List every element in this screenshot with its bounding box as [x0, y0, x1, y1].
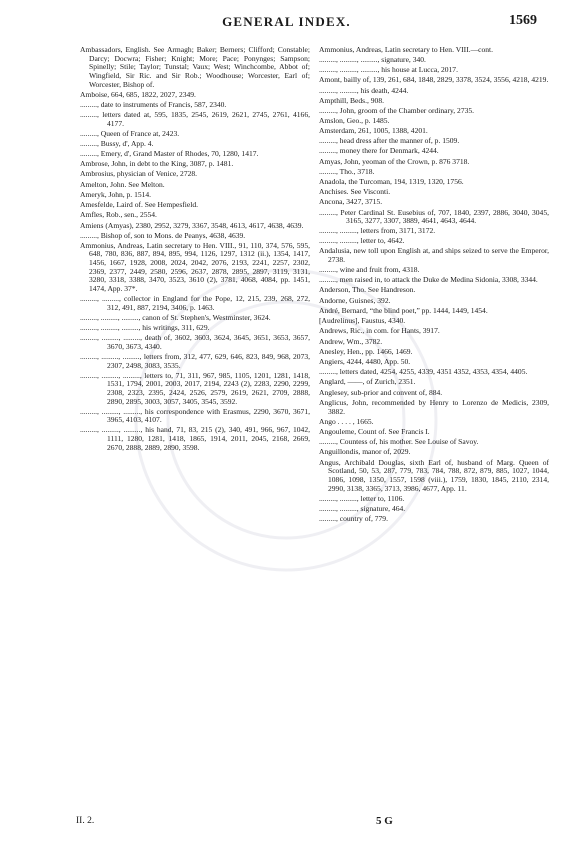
index-entry: ........., letters dated, 4254, 4255, 4339, 4351 4352, 4353, 4354, 4405.	[319, 367, 528, 377]
index-column-left	[80, 46, 310, 454]
index-entry: ........., ........., letter to, 1106.	[319, 493, 405, 503]
index-entry: ........., Tho., 3718.	[319, 166, 375, 176]
index-entry: Anglesey, sub-prior and convent of, 884.	[319, 387, 443, 397]
index-entry: ........., Countess of, his mother. See Louise of Savoy.	[319, 437, 479, 447]
index-entry: Ameryk, John, p. 1514.	[80, 189, 152, 199]
index-entry: Ango . . . . , 1665.	[319, 416, 374, 426]
index-entry: ........., men raised in, to attack the Duke de Medina Sidonia, 3308, 3344.	[319, 275, 538, 285]
index-entry: ........., ........., his death, 4244.	[319, 85, 409, 95]
index-entry: Amsterdam, 261, 1005, 1388, 4201.	[319, 126, 428, 136]
index-entry: Amyas, John, yeoman of the Crown, p. 876 3718.	[319, 156, 470, 166]
index-entry: ........., date to instruments of Francis, 587, 2340.	[80, 100, 227, 110]
index-entry: ........., ........., ........., his house at Lucca, 2017.	[319, 65, 458, 75]
page-number: 1569	[509, 13, 537, 28]
index-entry: ........., ........., letters from, 3171, 3172.	[319, 226, 436, 236]
index-entry: Amesfelde, Laird of. See Hempesfield.	[80, 200, 198, 210]
index-entry: ........., ........., ........., letters from, 312, 477, 629, 646, 823, 849, 968, 2073, 2307, 2498, 3083, 3535.	[80, 351, 310, 370]
index-column-right	[319, 46, 549, 525]
page-footer	[76, 816, 536, 830]
index-entry: ........., ........., ........., letters to, 71, 311, 967, 985, 1105, 1201, 1281, 1418, 1531, 1794, 2001, 2003, 2017, 2194, 2243 (2), 2283, 2290, 2299, 2308, 2323, 2395, 2424, 2526, 2579, 2619, 2621, 2709, 2888, 2890, 2895, 3003, 3057, 3405, 3545, 3592.	[80, 370, 310, 406]
index-entry: Ampthill, Beds., 908.	[319, 95, 384, 105]
signature-mark-right: 5 G	[376, 815, 393, 827]
index-entry: Amboise, 664, 685, 1822, 2027, 2349.	[80, 89, 196, 99]
index-entry: Amslon, Geo., p. 1485.	[319, 115, 390, 125]
index-entry: [Audrelinus], Faustus, 4340.	[319, 316, 406, 326]
index-entry: Anchises. See Visconti.	[319, 187, 391, 197]
index-entry: Anesley, Hen., pp. 1466, 1469.	[319, 346, 413, 356]
index-entry: ........., John, groom of the Chamber ordinary, 2735.	[319, 105, 475, 115]
index-entry: Andorne, Guisnes, 392.	[319, 295, 391, 305]
index-entry: Ancona, 3427, 3715.	[319, 197, 383, 207]
index-entry: Andrews, Ric., in com. for Hants, 3917.	[319, 326, 440, 336]
index-entry: ........., ........., letter to, 4642.	[319, 236, 405, 246]
index-entry: Amelton, John. See Melton.	[80, 179, 165, 189]
index-entry: Angouleme, Count of. See Francis I.	[319, 427, 430, 437]
index-entry: Ammonius, Andreas, Latin secretary to Hen. VIII., 91, 110, 374, 576, 595, 648, 780, 836, 887, 894, 895, 994, 1126, 1297, 1312 (ii.), 1354, 1417, 1456, 1667, 1928, 2008, 2024, 2042, 2076, 2193, 2241, 2257, 2302, 2369, 2377, 2449, 2580, 2596, 2637, 2878, 2895, 2897, 3119, 3131, 3280, 3318, 3388, 3470, 3523, 3610 (2), 3781, 4068, 4084, pp. 1451, 1474, App. 37*.	[80, 240, 310, 294]
index-entry: Angus, Archibald Douglas, sixth Earl of, husband of Marg. Queen of Scotland, 50, 53, 287, 779, 783, 784, 788, 872, 879, 885, 1027, 1044, 1086, 1098, 1350, 1557, 1598 (viii.), 1759, 1830, 1845, 2110, 2314, 2990, 3138, 3365, 3713, 3986, 4677, App. 11.	[319, 457, 549, 493]
index-entry: ........., ........., ........., his writings, 311, 629.	[80, 323, 210, 333]
index-entry: ........., country of, 779.	[319, 513, 388, 523]
index-entry: ........., ........., ........., his correspondence with Erasmus, 2290, 3670, 3671, 3965, 4103, 4107.	[80, 406, 310, 425]
index-entry: ........., Bussy, d', App. 4.	[80, 138, 154, 148]
index-entry: ........., Bishop of, son to Mons. de Peanys, 4638, 4639.	[80, 230, 246, 240]
index-entry: ........., head dress after the manner of, p. 1509.	[319, 136, 460, 146]
index-entry: Andalusia, new toll upon English at, and ships seized to serve the Emperor, 2738.	[319, 246, 549, 265]
index-entry: André, Bernard, “the blind poet,” pp. 1444, 1449, 1454.	[319, 305, 488, 315]
index-entry: Ambrosius, physician of Venice, 2728.	[80, 169, 198, 179]
index-entry: Angiers, 4244, 4480, App. 50.	[319, 357, 411, 367]
index-entry: ........., Queen of France at, 2423.	[80, 128, 180, 138]
index-entry: Amont, bailly of, 139, 261, 684, 1848, 2829, 3378, 3524, 3556, 4218, 4219.	[319, 75, 549, 85]
index-entry: Andrew, Wm., 3782.	[319, 336, 383, 346]
index-entry: Ammonius, Andreas, Latin secretary to Hen. VIII.—cont.	[319, 45, 494, 54]
index-entry: Anglicus, John, recommended by Henry to Lorenzo de Medicis, 2309, 3882.	[319, 397, 549, 416]
index-entry: ........., wine and fruit from, 4318.	[319, 265, 420, 275]
index-entry: ........., ........., ........., signature, 340.	[319, 55, 426, 65]
index-entry: Anadola, the Turcoman, 194, 1319, 1320, 1756.	[319, 176, 464, 186]
index-entry: ........., letters dated at, 595, 1835, 2545, 2619, 2621, 2745, 2761, 4166, 4177.	[80, 110, 310, 128]
running-head	[36, 14, 537, 32]
page-title: GENERAL INDEX.	[222, 14, 351, 29]
index-entry: Ambassadors, English. See Armagh; Baker; Berners; Clifford; Constable; Darcy; Docwra; Fisher; Knight; More; Pace; Ponynges; Sampson; Spinelly; Stile; Taylor; Tunstal; Vaux; West; Winchcombe, Abbot of; Wingfield, Sir Ric. and Sir Rob.; Woodhouse; Worcester, Earl of; Worcester, Bishop of.	[80, 45, 310, 89]
index-entry: ........., ........., signature, 464.	[319, 503, 406, 513]
index-entry: ........., ........., collector in England for the Pope, 12, 215, 239, 268, 272, 312, 491, 887, 2194, 3406, p. 1463.	[80, 294, 310, 312]
index-entry: Anderson, Tho. See Handreson.	[319, 285, 416, 295]
index-entry: ........., ........., ........., death of, 3602, 3603, 3624, 3645, 3651, 3653, 3657, 3670, 3673, 4340.	[80, 333, 310, 351]
index-entry: ........., money there for Denmark, 4244.	[319, 146, 439, 156]
index-entry: ........., Emery, d', Grand Master of Rhodes, 70, 1280, 1417.	[80, 148, 259, 158]
index-entry: Amfles, Rob., sen., 2554.	[80, 210, 157, 220]
index-entry: Anguillondis, manor of, 2029.	[319, 447, 411, 457]
index-entry: Anglard, ——, of Zurich, 2351.	[319, 377, 416, 387]
index-entry: ........., ........., ........., his hand, 71, 83, 215 (2), 340, 491, 966, 967, 1042, 1111, 1280, 1281, 1418, 1865, 1914, 2011, 2045, 2168, 2669, 2670, 2888, 2889, 2890, 3598.	[80, 425, 310, 452]
signature-mark-left: II. 2.	[76, 816, 95, 826]
index-entry: ........., ........., ........., canon of St. Stephen's, Westminster, 3624.	[80, 313, 271, 323]
index-entry: ........., Peter Cardinal St. Eusebius of, 707, 1840, 2397, 2886, 3040, 3045, 3165, 3277, 3307, 3889, 4641, 4643, 4644.	[319, 207, 549, 226]
index-entry: Amiens (Amyas), 2380, 2952, 3279, 3367, 3548, 4613, 4617, 4638, 4639.	[80, 220, 304, 230]
index-entry: Ambrose, John, in debt to the King, 3087, p. 1481.	[80, 159, 234, 169]
